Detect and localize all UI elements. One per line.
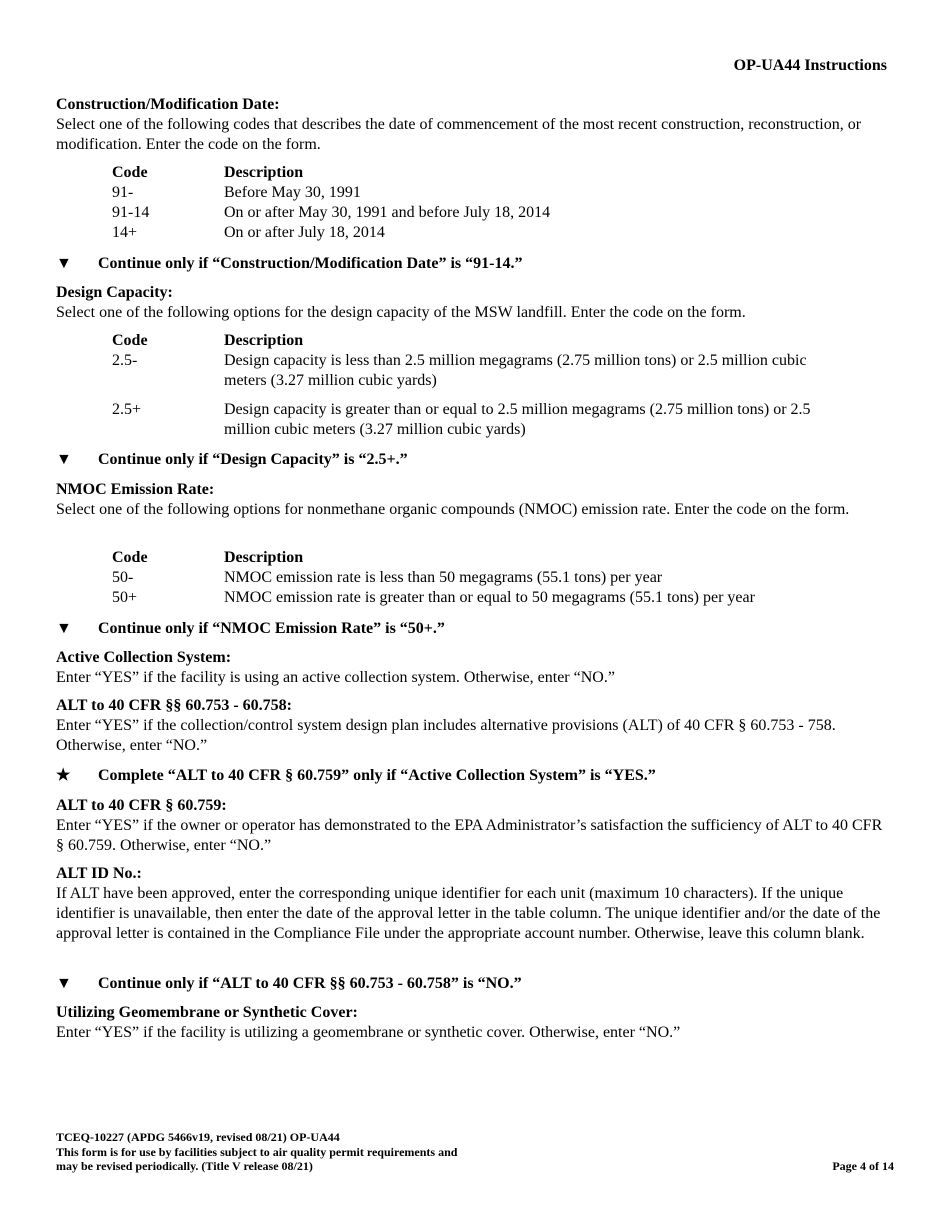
table-row bbox=[112, 400, 892, 440]
complete-instruction bbox=[56, 766, 656, 786]
continue-instruction bbox=[56, 450, 408, 470]
nmoc-heading: NMOC Emission Rate: bbox=[56, 481, 215, 498]
description-cell: Before May 30, 1991 bbox=[224, 184, 361, 201]
description-cell: Design capacity is greater than or equal to 2.5 million megagrams (2.75 million tons) or 2.5 million cubic meters (3.27 million cubic yards) bbox=[224, 401, 811, 438]
down-triangle-icon: ▼ bbox=[56, 975, 72, 992]
table-row bbox=[112, 568, 892, 588]
continue-instruction bbox=[56, 619, 445, 639]
code-cell: 2.5- bbox=[112, 352, 138, 369]
continue-text: Continue only if “Construction/Modification Date” is “91-14.” bbox=[98, 255, 523, 272]
table-header-row bbox=[112, 548, 892, 568]
construction-heading: Construction/Modification Date: bbox=[56, 96, 280, 113]
down-triangle-icon: ▼ bbox=[56, 451, 72, 468]
col-code-header: Code bbox=[112, 164, 148, 181]
star-icon: ★ bbox=[56, 767, 71, 784]
continue-text: Continue only if “ALT to 40 CFR §§ 60.753 - 60.758” is “NO.” bbox=[98, 975, 522, 992]
alt-759-section bbox=[56, 796, 894, 856]
description-cell: NMOC emission rate is less than 50 megagrams (55.1 tons) per year bbox=[224, 569, 663, 586]
col-description-header: Description bbox=[224, 549, 304, 566]
construction-code-table bbox=[112, 163, 892, 243]
page-number: Page 4 of 14 bbox=[832, 1159, 894, 1173]
code-cell: 91-14 bbox=[112, 204, 150, 221]
alt-id-heading: ALT ID No.: bbox=[56, 865, 142, 882]
col-code-header: Code bbox=[112, 549, 148, 566]
down-triangle-icon: ▼ bbox=[56, 620, 72, 637]
alt-id-section bbox=[56, 864, 894, 944]
page-header-title: OP-UA44 Instructions bbox=[733, 57, 887, 74]
alt-759-heading: ALT to 40 CFR § 60.759: bbox=[56, 797, 227, 814]
alt-753-text: Enter “YES” if the collection/control system design plan includes alternative provisions (ALT) of 40 CFR § 60.753 - 758. Otherwise, enter “NO.” bbox=[56, 717, 836, 754]
table-row bbox=[112, 203, 892, 223]
active-collection-text: Enter “YES” if the facility is using an active collection system. Otherwise, enter “NO.” bbox=[56, 669, 615, 686]
geomembrane-section bbox=[56, 1003, 894, 1043]
active-collection-heading: Active Collection System: bbox=[56, 649, 232, 666]
code-cell: 50- bbox=[112, 569, 134, 586]
down-triangle-icon: ▼ bbox=[56, 255, 72, 272]
table-header-row bbox=[112, 163, 892, 183]
footer-form-id: TCEQ-10227 (APDG 5466v19, revised 08/21) OP-UA44 bbox=[56, 1130, 340, 1144]
description-cell: On or after July 18, 2014 bbox=[224, 224, 385, 241]
table-header-row bbox=[112, 331, 892, 351]
code-cell: 50+ bbox=[112, 589, 138, 606]
continue-instruction bbox=[56, 254, 522, 274]
code-cell: 91- bbox=[112, 184, 134, 201]
geomembrane-heading: Utilizing Geomembrane or Synthetic Cover: bbox=[56, 1004, 358, 1021]
col-description-header: Description bbox=[224, 332, 304, 349]
design-capacity-section bbox=[56, 283, 894, 323]
table-row bbox=[112, 223, 892, 243]
page-footer bbox=[56, 1130, 457, 1174]
design-capacity-code-table bbox=[112, 331, 892, 440]
continue-text: Continue only if “Design Capacity” is “2.5+.” bbox=[98, 451, 408, 468]
nmoc-code-table bbox=[112, 548, 892, 608]
complete-text: Complete “ALT to 40 CFR § 60.759” only if “Active Collection System” is “YES.” bbox=[98, 767, 656, 784]
active-collection-section bbox=[56, 648, 894, 688]
description-cell: On or after May 30, 1991 and before July 18, 2014 bbox=[224, 204, 551, 221]
alt-753-heading: ALT to 40 CFR §§ 60.753 - 60.758: bbox=[56, 697, 293, 714]
footer-note-line1: This form is for use by facilities subject to air quality permit requirements and bbox=[56, 1144, 458, 1159]
description-cell: NMOC emission rate is greater than or equal to 50 megagrams (55.1 tons) per year bbox=[224, 589, 755, 606]
col-description-header: Description bbox=[224, 164, 304, 181]
col-code-header: Code bbox=[112, 332, 148, 349]
design-capacity-text: Select one of the following options for the design capacity of the MSW landfill. Enter the code on the form. bbox=[56, 304, 746, 321]
table-row bbox=[112, 183, 892, 203]
nmoc-section bbox=[56, 480, 894, 520]
alt-id-text: If ALT have been approved, enter the corresponding unique identifier for each unit (maximum 10 characters). If the unique identifier is unavailable, then enter the date of the approval letter in the table column. The unique identifier and/or the date of the approval letter is contained in the Compliance File under the appropriate account number. Otherwise, leave this column blank. bbox=[56, 885, 881, 942]
construction-text: Select one of the following codes that describes the date of commencement of the most recent construction, reconstruction, or modification. Enter the code on the form. bbox=[56, 116, 862, 153]
code-cell: 14+ bbox=[112, 224, 138, 241]
description-cell: Design capacity is less than 2.5 million megagrams (2.75 million tons) or 2.5 million cubic meters (3.27 million cubic yards) bbox=[224, 352, 807, 389]
footer-note-line2: may be revised periodically. (Title V release 08/21) bbox=[56, 1159, 313, 1173]
alt-753-section bbox=[56, 696, 894, 756]
code-cell: 2.5+ bbox=[112, 401, 142, 418]
table-row bbox=[112, 588, 892, 608]
table-row bbox=[112, 351, 892, 391]
construction-section bbox=[56, 95, 894, 155]
geomembrane-text: Enter “YES” if the facility is utilizing a geomembrane or synthetic cover. Otherwise, enter “NO.” bbox=[56, 1024, 681, 1041]
nmoc-text: Select one of the following options for nonmethane organic compounds (NMOC) emission rate. Enter the code on the form. bbox=[56, 501, 850, 518]
continue-instruction bbox=[56, 974, 522, 994]
alt-759-text: Enter “YES” if the owner or operator has demonstrated to the EPA Administrator’s satisfaction the sufficiency of ALT to 40 CFR § 60.759. Otherwise, enter “NO.” bbox=[56, 817, 883, 854]
continue-text: Continue only if “NMOC Emission Rate” is “50+.” bbox=[98, 620, 445, 637]
design-capacity-heading: Design Capacity: bbox=[56, 284, 173, 301]
